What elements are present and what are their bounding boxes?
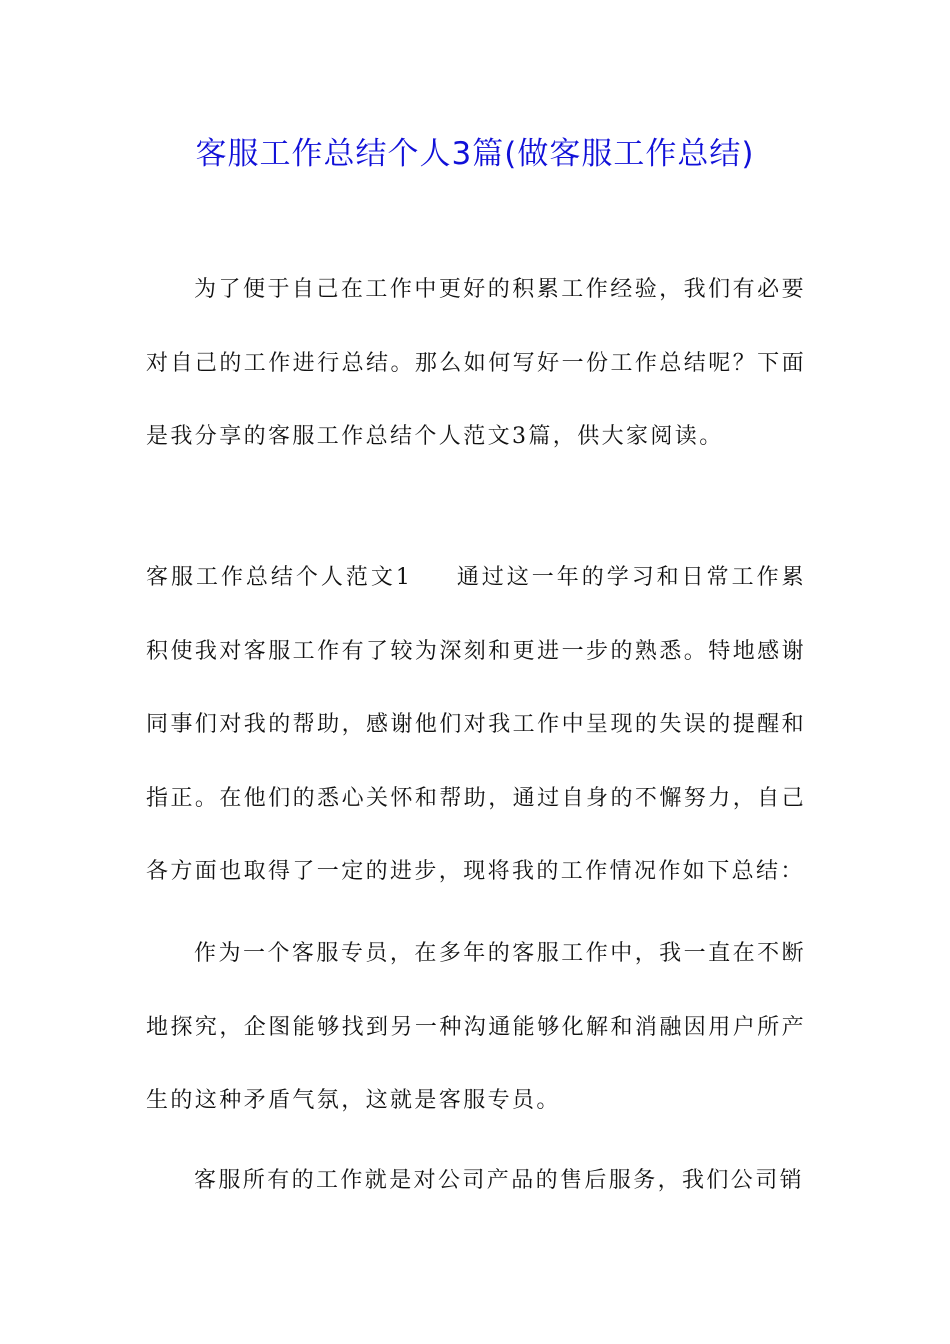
body-paragraph-2: 客服所有的工作就是对公司产品的售后服务，我们公司销: [194, 1168, 805, 1193]
sample-1-text: 通过这一年的学习和日常工作累积使我对客服工作有了较为深刻和更进一步的熟悉。特地感谢同事们对我的帮助，感谢他们对我工作中呈现的失误的提醒和指正。在他们的悉心关怀和帮助，通过自身的不懈努力，自己各方面也取得了一定的进步，现将我的工作情况作如下总结：: [146, 565, 806, 884]
sample-1-paragraph: [146, 541, 806, 909]
body-paragraph-1: 作为一个客服专员，在多年的客服工作中，我一直在不断地探究，企图能够找到另一种沟通能够化解和消融因用户所产生的这种矛盾气氛，这就是客服专员。: [146, 941, 806, 1113]
intro-paragraph: 为了便于自己在工作中更好的积累工作经验，我们有必要对自己的工作进行总结。那么如何写好一份工作总结呢？下面是我分享的客服工作总结个人范文3篇，供大家阅读。: [146, 277, 806, 449]
sample-1-heading: 客服工作总结个人范文1: [146, 565, 413, 590]
document-title: 客服工作总结个人3篇(做客服工作总结): [195, 136, 755, 172]
